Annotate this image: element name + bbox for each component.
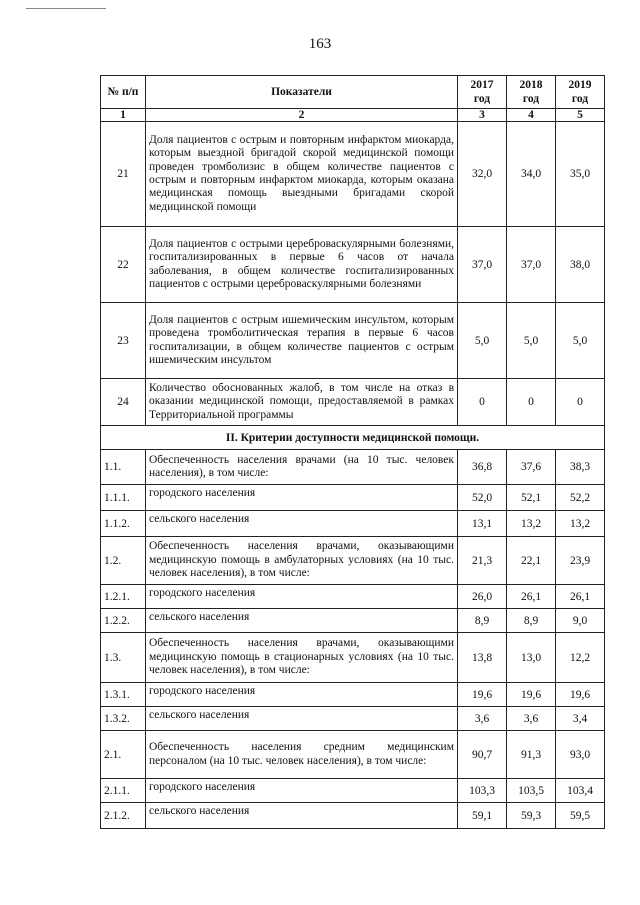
column-number: 2 — [146, 109, 458, 122]
top-rule — [26, 8, 106, 9]
value-2017: 90,7 — [458, 731, 507, 779]
value-2019: 19,6 — [556, 683, 605, 707]
table-row — [101, 303, 605, 379]
header-indicator: Показатели — [146, 76, 458, 109]
table-row — [101, 227, 605, 303]
column-number: 4 — [507, 109, 556, 122]
row-number: 1.3.2. — [101, 707, 146, 731]
header-year-2017: 2017 год — [458, 76, 507, 109]
row-number: 23 — [101, 303, 146, 379]
row-number: 1.2.2. — [101, 609, 146, 633]
value-2019: 103,4 — [556, 779, 605, 803]
value-2019: 38,3 — [556, 450, 605, 485]
value-2017: 32,0 — [458, 122, 507, 227]
value-2018: 13,2 — [507, 511, 556, 537]
row-number: 2.1.1. — [101, 779, 146, 803]
value-2017: 26,0 — [458, 585, 507, 609]
row-indicator: сельского населения — [146, 803, 458, 829]
table-row — [101, 379, 605, 426]
table-row — [101, 485, 605, 511]
table-row — [101, 731, 605, 779]
value-2019: 23,9 — [556, 537, 605, 585]
row-indicator: сельского населения — [146, 511, 458, 537]
table-row — [101, 609, 605, 633]
value-2018: 22,1 — [507, 537, 556, 585]
row-number: 1.2.1. — [101, 585, 146, 609]
row-number: 1.1.1. — [101, 485, 146, 511]
value-2018: 3,6 — [507, 707, 556, 731]
row-number: 1.3.1. — [101, 683, 146, 707]
column-number: 5 — [556, 109, 605, 122]
row-number: 1.1. — [101, 450, 146, 485]
value-2018: 52,1 — [507, 485, 556, 511]
header-row — [101, 76, 605, 109]
header-year-2019: 2019 год — [556, 76, 605, 109]
value-2018: 37,0 — [507, 227, 556, 303]
table-row — [101, 122, 605, 227]
section-title: II. Критерии доступности медицинской помощи. — [101, 426, 605, 450]
value-2017: 3,6 — [458, 707, 507, 731]
value-2018: 19,6 — [507, 683, 556, 707]
header-num: № п/п — [101, 76, 146, 109]
row-indicator: Доля пациентов с острыми цереброваскулярными болезнями, госпитализированных в первые 6 часов от начала заболевания, в общем количестве госпитализированных пациентов с острыми цереброваскулярными болезнями — [146, 227, 458, 303]
table-row — [101, 683, 605, 707]
value-2019: 13,2 — [556, 511, 605, 537]
value-2018: 91,3 — [507, 731, 556, 779]
value-2019: 12,2 — [556, 633, 605, 683]
row-number: 1.3. — [101, 633, 146, 683]
row-number: 2.1. — [101, 731, 146, 779]
column-number-row — [101, 109, 605, 122]
column-number: 1 — [101, 109, 146, 122]
value-2017: 103,3 — [458, 779, 507, 803]
value-2019: 52,2 — [556, 485, 605, 511]
value-2017: 13,8 — [458, 633, 507, 683]
row-number: 24 — [101, 379, 146, 426]
value-2017: 52,0 — [458, 485, 507, 511]
value-2018: 13,0 — [507, 633, 556, 683]
row-number: 21 — [101, 122, 146, 227]
row-indicator: городского населения — [146, 485, 458, 511]
row-indicator: сельского населения — [146, 707, 458, 731]
value-2019: 38,0 — [556, 227, 605, 303]
table-row — [101, 633, 605, 683]
value-2017: 13,1 — [458, 511, 507, 537]
value-2018: 26,1 — [507, 585, 556, 609]
value-2017: 36,8 — [458, 450, 507, 485]
table-row — [101, 779, 605, 803]
table-row — [101, 511, 605, 537]
value-2019: 35,0 — [556, 122, 605, 227]
row-indicator: Обеспеченность населения врачами, оказывающими медицинскую помощь в стационарных условиях (на 10 тыс. человек населения), в том числе: — [146, 633, 458, 683]
row-indicator: Количество обоснованных жалоб, в том числе на отказ в оказании медицинской помощи, предоставляемой в рамках Территориальной программы — [146, 379, 458, 426]
value-2018: 59,3 — [507, 803, 556, 829]
value-2019: 59,5 — [556, 803, 605, 829]
table-row — [101, 803, 605, 829]
row-indicator: сельского населения — [146, 609, 458, 633]
value-2017: 8,9 — [458, 609, 507, 633]
value-2017: 59,1 — [458, 803, 507, 829]
table-row — [101, 585, 605, 609]
row-indicator: Доля пациентов с острым ишемическим инсультом, которым проведена тромболитическая терапия в первые 6 часов госпитализации, в общем количестве пациентов с острым ишемическим инсультом — [146, 303, 458, 379]
row-number: 22 — [101, 227, 146, 303]
table-row — [101, 537, 605, 585]
value-2018: 34,0 — [507, 122, 556, 227]
value-2019: 93,0 — [556, 731, 605, 779]
row-indicator: городского населения — [146, 585, 458, 609]
value-2018: 0 — [507, 379, 556, 426]
row-number: 1.2. — [101, 537, 146, 585]
row-indicator: Обеспеченность населения врачами (на 10 тыс. человек населения), в том числе: — [146, 450, 458, 485]
table-row — [101, 450, 605, 485]
column-number: 3 — [458, 109, 507, 122]
value-2018: 5,0 — [507, 303, 556, 379]
value-2017: 37,0 — [458, 227, 507, 303]
row-indicator: Обеспеченность населения врачами, оказывающими медицинскую помощь в амбулаторных условиях (на 10 тыс. человек населения), в том числе: — [146, 537, 458, 585]
row-indicator: Доля пациентов с острым и повторным инфарктом миокарда, которым выездной бригадой скорой медицинской помощи проведен тромболизис в общем количестве пациентов с острым и повторным инфарктом миокарда, которым оказана медицинская помощь выездными бригадами скорой медицинской помощи — [146, 122, 458, 227]
criteria-table — [100, 75, 605, 829]
value-2017: 5,0 — [458, 303, 507, 379]
value-2017: 19,6 — [458, 683, 507, 707]
section-row — [101, 426, 605, 450]
row-number: 2.1.2. — [101, 803, 146, 829]
value-2018: 103,5 — [507, 779, 556, 803]
page-number: 163 — [308, 36, 332, 52]
value-2019: 9,0 — [556, 609, 605, 633]
table-row — [101, 707, 605, 731]
value-2018: 8,9 — [507, 609, 556, 633]
row-indicator: городского населения — [146, 779, 458, 803]
value-2017: 0 — [458, 379, 507, 426]
value-2018: 37,6 — [507, 450, 556, 485]
row-indicator: городского населения — [146, 683, 458, 707]
value-2019: 0 — [556, 379, 605, 426]
value-2019: 3,4 — [556, 707, 605, 731]
row-indicator: Обеспеченность населения средним медицинским персоналом (на 10 тыс. человек населения), в том числе: — [146, 731, 458, 779]
value-2019: 26,1 — [556, 585, 605, 609]
header-year-2018: 2018 год — [507, 76, 556, 109]
row-number: 1.1.2. — [101, 511, 146, 537]
value-2017: 21,3 — [458, 537, 507, 585]
value-2019: 5,0 — [556, 303, 605, 379]
